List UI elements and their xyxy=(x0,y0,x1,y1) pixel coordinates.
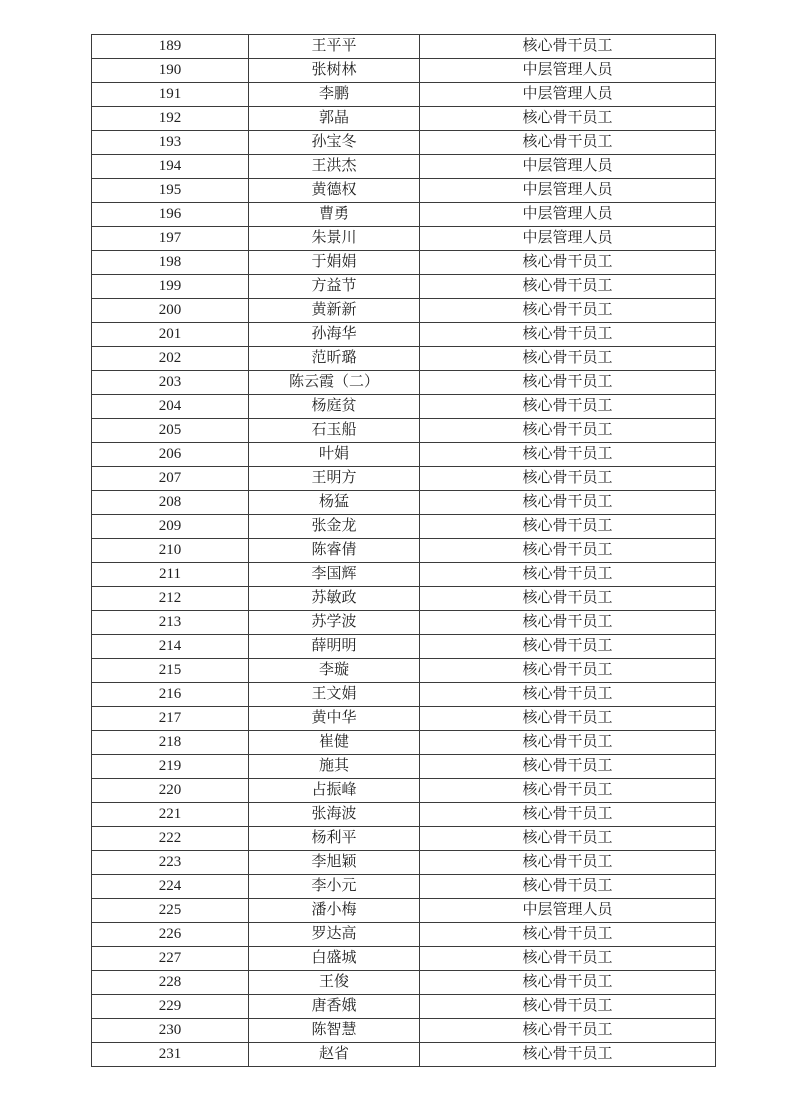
row-number-cell: 211 xyxy=(92,563,249,587)
employee-category-cell: 核心骨干员工 xyxy=(420,491,716,515)
employee-category-cell: 核心骨干员工 xyxy=(420,35,716,59)
row-number-cell: 230 xyxy=(92,1019,249,1043)
employee-category-cell: 核心骨干员工 xyxy=(420,299,716,323)
row-number-cell: 227 xyxy=(92,947,249,971)
row-number-cell: 204 xyxy=(92,395,249,419)
row-number-cell: 231 xyxy=(92,1043,249,1067)
employee-category-cell: 核心骨干员工 xyxy=(420,779,716,803)
table-row xyxy=(92,779,716,803)
employee-name-cell: 李鹏 xyxy=(249,83,420,107)
table-row xyxy=(92,539,716,563)
employee-name-cell: 陈云霞（二） xyxy=(249,371,420,395)
employee-name-cell: 张海波 xyxy=(249,803,420,827)
table-row xyxy=(92,395,716,419)
row-number-cell: 219 xyxy=(92,755,249,779)
employee-name-cell: 赵省 xyxy=(249,1043,420,1067)
table-row xyxy=(92,419,716,443)
table-row xyxy=(92,515,716,539)
row-number-cell: 200 xyxy=(92,299,249,323)
row-number-cell: 218 xyxy=(92,731,249,755)
employee-category-cell: 中层管理人员 xyxy=(420,899,716,923)
row-number-cell: 208 xyxy=(92,491,249,515)
employee-name-cell: 方益节 xyxy=(249,275,420,299)
row-number-cell: 210 xyxy=(92,539,249,563)
row-number-cell: 221 xyxy=(92,803,249,827)
table-row xyxy=(92,731,716,755)
employee-category-cell: 核心骨干员工 xyxy=(420,875,716,899)
employee-name-cell: 黄德权 xyxy=(249,179,420,203)
row-number-cell: 228 xyxy=(92,971,249,995)
row-number-cell: 205 xyxy=(92,419,249,443)
employee-name-cell: 陈睿倩 xyxy=(249,539,420,563)
row-number-cell: 215 xyxy=(92,659,249,683)
employee-name-cell: 王俊 xyxy=(249,971,420,995)
table-row xyxy=(92,587,716,611)
employee-category-cell: 核心骨干员工 xyxy=(420,563,716,587)
table-row xyxy=(92,323,716,347)
employee-table xyxy=(91,34,716,1067)
employee-name-cell: 李旭颖 xyxy=(249,851,420,875)
employee-category-cell: 核心骨干员工 xyxy=(420,923,716,947)
employee-name-cell: 张金龙 xyxy=(249,515,420,539)
employee-category-cell: 核心骨干员工 xyxy=(420,707,716,731)
table-row xyxy=(92,251,716,275)
table-row xyxy=(92,635,716,659)
employee-category-cell: 核心骨干员工 xyxy=(420,371,716,395)
table-row xyxy=(92,707,716,731)
employee-category-cell: 中层管理人员 xyxy=(420,155,716,179)
employee-name-cell: 唐香娥 xyxy=(249,995,420,1019)
employee-name-cell: 罗达高 xyxy=(249,923,420,947)
employee-name-cell: 朱景川 xyxy=(249,227,420,251)
table-row xyxy=(92,563,716,587)
employee-category-cell: 核心骨干员工 xyxy=(420,347,716,371)
employee-name-cell: 杨庭贫 xyxy=(249,395,420,419)
employee-name-cell: 范昕璐 xyxy=(249,347,420,371)
employee-name-cell: 石玉船 xyxy=(249,419,420,443)
employee-category-cell: 核心骨干员工 xyxy=(420,515,716,539)
row-number-cell: 225 xyxy=(92,899,249,923)
employee-category-cell: 核心骨干员工 xyxy=(420,251,716,275)
employee-name-cell: 陈智慧 xyxy=(249,1019,420,1043)
employee-name-cell: 于娟娟 xyxy=(249,251,420,275)
row-number-cell: 207 xyxy=(92,467,249,491)
table-row xyxy=(92,299,716,323)
table-row xyxy=(92,443,716,467)
row-number-cell: 223 xyxy=(92,851,249,875)
table-row xyxy=(92,683,716,707)
employee-name-cell: 李璇 xyxy=(249,659,420,683)
table-row xyxy=(92,1043,716,1067)
employee-name-cell: 潘小梅 xyxy=(249,899,420,923)
employee-name-cell: 苏学波 xyxy=(249,611,420,635)
employee-category-cell: 核心骨干员工 xyxy=(420,131,716,155)
table-row xyxy=(92,971,716,995)
employee-category-cell: 核心骨干员工 xyxy=(420,851,716,875)
employee-name-cell: 崔健 xyxy=(249,731,420,755)
employee-name-cell: 苏敏政 xyxy=(249,587,420,611)
employee-category-cell: 核心骨干员工 xyxy=(420,275,716,299)
row-number-cell: 196 xyxy=(92,203,249,227)
employee-category-cell: 中层管理人员 xyxy=(420,59,716,83)
employee-category-cell: 核心骨干员工 xyxy=(420,395,716,419)
row-number-cell: 193 xyxy=(92,131,249,155)
row-number-cell: 212 xyxy=(92,587,249,611)
row-number-cell: 192 xyxy=(92,107,249,131)
employee-category-cell: 核心骨干员工 xyxy=(420,419,716,443)
employee-category-cell: 核心骨干员工 xyxy=(420,755,716,779)
employee-category-cell: 核心骨干员工 xyxy=(420,803,716,827)
employee-category-cell: 核心骨干员工 xyxy=(420,995,716,1019)
employee-category-cell: 核心骨干员工 xyxy=(420,947,716,971)
employee-category-cell: 核心骨干员工 xyxy=(420,731,716,755)
table-row xyxy=(92,59,716,83)
table-body xyxy=(92,35,716,1067)
table-row xyxy=(92,275,716,299)
employee-category-cell: 核心骨干员工 xyxy=(420,467,716,491)
employee-name-cell: 李国辉 xyxy=(249,563,420,587)
row-number-cell: 197 xyxy=(92,227,249,251)
row-number-cell: 226 xyxy=(92,923,249,947)
table-row xyxy=(92,755,716,779)
employee-name-cell: 施其 xyxy=(249,755,420,779)
employee-name-cell: 杨猛 xyxy=(249,491,420,515)
table-row xyxy=(92,371,716,395)
row-number-cell: 202 xyxy=(92,347,249,371)
employee-category-cell: 核心骨干员工 xyxy=(420,683,716,707)
table-row xyxy=(92,179,716,203)
employee-name-cell: 曹勇 xyxy=(249,203,420,227)
employee-category-cell: 核心骨干员工 xyxy=(420,971,716,995)
row-number-cell: 199 xyxy=(92,275,249,299)
employee-category-cell: 核心骨干员工 xyxy=(420,443,716,467)
table-row xyxy=(92,923,716,947)
table-row xyxy=(92,155,716,179)
table-row xyxy=(92,35,716,59)
employee-name-cell: 孙宝冬 xyxy=(249,131,420,155)
employee-name-cell: 叶娟 xyxy=(249,443,420,467)
row-number-cell: 198 xyxy=(92,251,249,275)
table-row xyxy=(92,131,716,155)
employee-category-cell: 核心骨干员工 xyxy=(420,611,716,635)
table-row xyxy=(92,899,716,923)
employee-name-cell: 孙海华 xyxy=(249,323,420,347)
employee-name-cell: 王文娟 xyxy=(249,683,420,707)
table-row xyxy=(92,803,716,827)
employee-name-cell: 王平平 xyxy=(249,35,420,59)
row-number-cell: 229 xyxy=(92,995,249,1019)
employee-category-cell: 核心骨干员工 xyxy=(420,1019,716,1043)
employee-name-cell: 王明方 xyxy=(249,467,420,491)
table-row xyxy=(92,107,716,131)
table-row xyxy=(92,467,716,491)
employee-name-cell: 黄新新 xyxy=(249,299,420,323)
table-row xyxy=(92,1019,716,1043)
employee-name-cell: 黄中华 xyxy=(249,707,420,731)
table-row xyxy=(92,659,716,683)
employee-name-cell: 王洪杰 xyxy=(249,155,420,179)
employee-category-cell: 中层管理人员 xyxy=(420,83,716,107)
table-row xyxy=(92,227,716,251)
row-number-cell: 203 xyxy=(92,371,249,395)
table-row xyxy=(92,491,716,515)
row-number-cell: 216 xyxy=(92,683,249,707)
row-number-cell: 189 xyxy=(92,35,249,59)
employee-category-cell: 核心骨干员工 xyxy=(420,587,716,611)
table-row xyxy=(92,83,716,107)
table-row xyxy=(92,995,716,1019)
row-number-cell: 220 xyxy=(92,779,249,803)
employee-category-cell: 核心骨干员工 xyxy=(420,659,716,683)
row-number-cell: 201 xyxy=(92,323,249,347)
employee-category-cell: 核心骨干员工 xyxy=(420,1043,716,1067)
table-row xyxy=(92,947,716,971)
row-number-cell: 191 xyxy=(92,83,249,107)
employee-category-cell: 核心骨干员工 xyxy=(420,827,716,851)
employee-name-cell: 占振峰 xyxy=(249,779,420,803)
table-row xyxy=(92,851,716,875)
employee-category-cell: 核心骨干员工 xyxy=(420,323,716,347)
employee-category-cell: 中层管理人员 xyxy=(420,179,716,203)
table-row xyxy=(92,203,716,227)
employee-category-cell: 核心骨干员工 xyxy=(420,107,716,131)
row-number-cell: 222 xyxy=(92,827,249,851)
row-number-cell: 206 xyxy=(92,443,249,467)
row-number-cell: 224 xyxy=(92,875,249,899)
employee-name-cell: 郭晶 xyxy=(249,107,420,131)
employee-name-cell: 杨利平 xyxy=(249,827,420,851)
row-number-cell: 217 xyxy=(92,707,249,731)
row-number-cell: 213 xyxy=(92,611,249,635)
row-number-cell: 194 xyxy=(92,155,249,179)
row-number-cell: 209 xyxy=(92,515,249,539)
row-number-cell: 195 xyxy=(92,179,249,203)
row-number-cell: 190 xyxy=(92,59,249,83)
table-row xyxy=(92,827,716,851)
employee-name-cell: 张树林 xyxy=(249,59,420,83)
employee-category-cell: 核心骨干员工 xyxy=(420,635,716,659)
employee-name-cell: 白盛城 xyxy=(249,947,420,971)
employee-category-cell: 核心骨干员工 xyxy=(420,539,716,563)
table-row xyxy=(92,347,716,371)
employee-category-cell: 中层管理人员 xyxy=(420,227,716,251)
table-row xyxy=(92,611,716,635)
employee-name-cell: 薛明明 xyxy=(249,635,420,659)
employee-category-cell: 中层管理人员 xyxy=(420,203,716,227)
table-row xyxy=(92,875,716,899)
employee-name-cell: 李小元 xyxy=(249,875,420,899)
row-number-cell: 214 xyxy=(92,635,249,659)
